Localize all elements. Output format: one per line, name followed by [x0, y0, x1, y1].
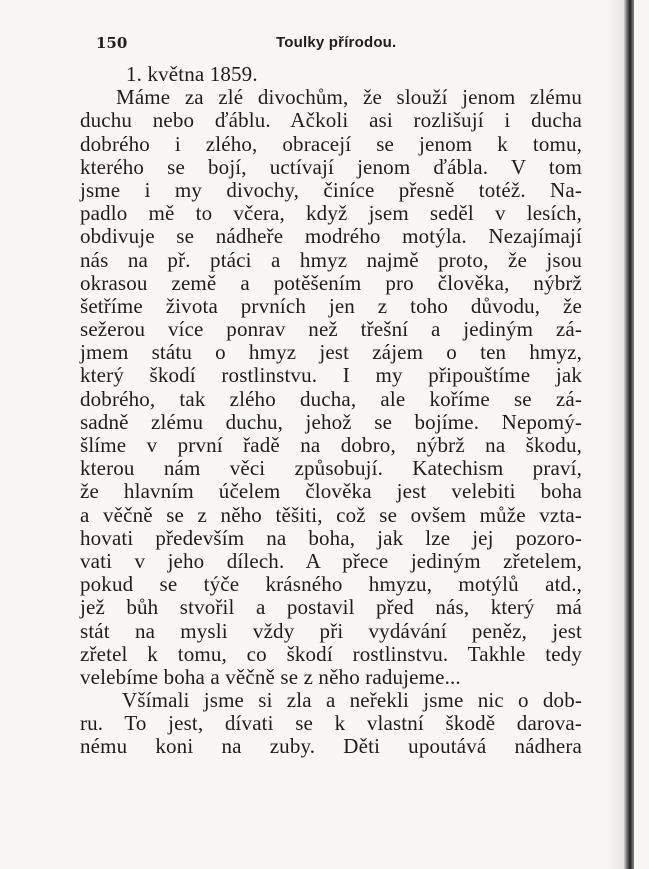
text-line: zřetel k tomu, co škodí rostlinstvu. Takhle tedy	[80, 641, 582, 666]
text-line: vati v jeho dílech. A přece jediným zřetelem,	[80, 548, 582, 573]
gutter-shadow	[606, 0, 624, 869]
text-line: ru. To jest, dívati se k vlastní škodě darova-	[80, 711, 582, 736]
page-number: 150	[96, 34, 128, 52]
text-line: sežerou více ponrav než třešní a jediným zá-	[80, 317, 582, 342]
book-spine-edge	[624, 0, 634, 869]
text-line: dobrého i zlého, obracejí se jenom k tomu,	[80, 131, 582, 156]
text-line: nás na př. ptáci a hmyz najmě proto, že jsou	[80, 247, 582, 272]
text-line: duchu nebo ďáblu. Ačkoli asi rozlišují i ducha	[80, 108, 582, 133]
text-line: kterého se bojí, uctívají jenom ďábla. V tom	[80, 154, 582, 179]
running-header	[96, 34, 568, 58]
text-line: padlo mě to včera, když jsem seděl v lesích,	[80, 201, 582, 226]
text-line: kterou nám věci způsobují. Katechism praví,	[80, 456, 582, 481]
running-title: Toulky přírodou.	[276, 34, 397, 51]
body-text	[80, 63, 582, 759]
text-line: Máme za zlé divochům, že slouží jenom zlému	[116, 85, 582, 110]
text-line: nému koni na zuby. Děti upoutává nádhera	[80, 734, 582, 759]
text-line: okrasou země a potěšením pro člověka, nýbrž	[80, 270, 582, 295]
text-line: velebíme boha a věčně se z něho radujeme...	[80, 664, 461, 689]
text-line: stát na mysli vždy při vydávání peněz, jest	[80, 618, 582, 643]
text-line: jmem státu o hmyz jest zájem o ten hmyz,	[80, 340, 582, 365]
text-line-paragraph-start: Všímali jsme si zla a neřekli jsme nic o dob-	[122, 688, 582, 713]
text-line: šlíme v první řadě na dobro, nýbrž na škodu,	[80, 433, 582, 457]
text-line: pokud se týče krásného hmyzu, motýlů atd.,	[80, 572, 582, 597]
text-line: a věčně se z něho těšiti, což se ovšem může vzta-	[80, 502, 582, 527]
text-line: hovati především na boha, jak lze jej pozoro-	[80, 525, 582, 550]
text-line: jež bůh stvořil a postavil před nás, který má	[80, 595, 582, 620]
text-line: který škodí rostlinstvu. I my připouštíme jak	[80, 363, 582, 388]
text-line: že hlavním účelem člověka jest velebiti boha	[80, 479, 582, 504]
text-line-date: 1. května 1859.	[126, 62, 258, 86]
text-line: šetříme života prvních jen z toho důvodu, že	[80, 293, 582, 318]
text-line: dobrého, tak zlého ducha, ale koříme se zá-	[80, 386, 582, 411]
text-line: sadně zlému duchu, jehož se bojíme. Nepomý-	[80, 409, 582, 434]
text-line: obdivuje se nádheře modrého motýla. Nezajímají	[80, 224, 582, 249]
text-line: jsme i my divochy, činíce přesně totéž. Na-	[80, 177, 582, 202]
